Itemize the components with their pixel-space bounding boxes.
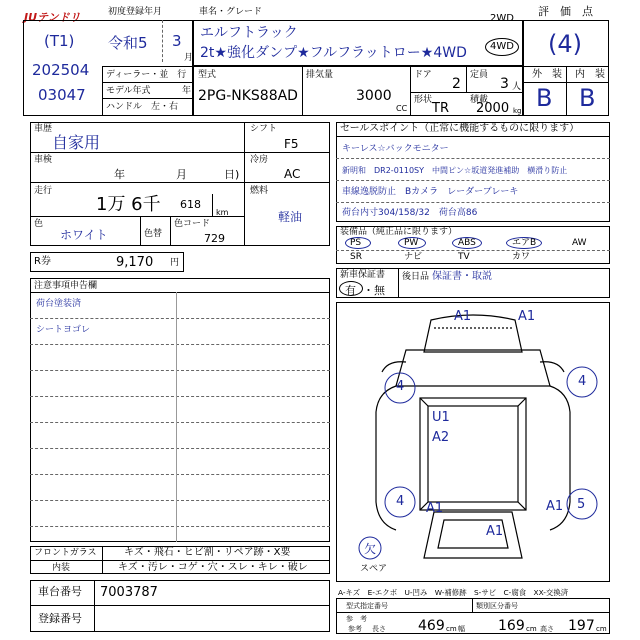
model-year-unit: 年 xyxy=(182,86,192,96)
divider xyxy=(466,66,467,92)
color-value: ホワイト xyxy=(60,228,108,242)
divider xyxy=(102,82,193,83)
color-label: 色 xyxy=(34,219,44,229)
note-item: 荷台塗装済 xyxy=(36,299,82,309)
kg-unit: kg xyxy=(513,107,522,115)
divider xyxy=(102,66,103,116)
divider xyxy=(94,580,95,632)
sales-line: キーレス☆バックモニター xyxy=(342,144,449,154)
equip-aw: AW xyxy=(572,238,587,248)
inspect-year: 年 xyxy=(114,168,125,181)
door-value: 2 xyxy=(452,76,461,92)
reg-month: 3 xyxy=(172,32,182,50)
eval-label: 評 価 点 xyxy=(538,5,593,18)
inspect-day: 日) xyxy=(224,168,240,181)
logo xyxy=(24,6,96,24)
drive-4wd: 4WD xyxy=(490,41,514,52)
km-unit: km xyxy=(216,208,229,217)
warranty-label: 新車保証書 xyxy=(340,270,386,280)
door-label: ドア xyxy=(414,70,432,80)
int-value: B xyxy=(579,84,596,112)
r-value: 9,170 xyxy=(116,255,154,270)
length-label: 長さ xyxy=(372,625,386,633)
divider xyxy=(102,98,193,99)
reg-year: 令和5 xyxy=(108,34,148,52)
ref-label: 参 考 xyxy=(346,615,367,623)
fuel-value: 軽油 xyxy=(278,210,303,224)
height-value: 197 xyxy=(568,618,595,634)
color-code-label: 色コード xyxy=(174,219,211,229)
divider xyxy=(398,268,399,298)
reg-label: 初度登録年月 xyxy=(108,7,163,17)
car-name-label: 車名・グレード xyxy=(199,7,263,17)
damage-mark: A2 xyxy=(432,430,450,445)
divider xyxy=(244,152,330,153)
damage-mark: A1 xyxy=(518,309,536,324)
capacity-label: 定員 xyxy=(470,70,489,80)
divider xyxy=(140,216,141,246)
sales-line: 車線逸脱防止 Bカメラ レーダーブレーキ xyxy=(342,187,519,197)
spare-mark: 欠 xyxy=(364,542,377,556)
equip-sr: SR xyxy=(350,252,362,262)
interior-value: キズ・汚レ・コゲ・穴・スレ・キレ・破レ xyxy=(118,562,308,573)
damage-mark: A1 xyxy=(486,524,504,539)
logo-text: JUテンドリ xyxy=(24,11,81,24)
mileage-label: 走行 xyxy=(34,186,53,196)
truck-diagram xyxy=(336,302,610,582)
length-value: 469 xyxy=(418,618,445,634)
sales-title: セールスポイント（正常に機能するものに限ります） xyxy=(340,123,580,134)
class-label: 車歴 xyxy=(34,124,53,134)
color-change-label: 色替 xyxy=(144,229,163,239)
note-item: シートヨゴレ xyxy=(36,325,91,335)
notes-title: 注意事項申告欄 xyxy=(34,281,98,291)
divider xyxy=(244,182,330,183)
sales-line: 荷台内寸304/158/32 荷台高86 xyxy=(342,208,478,218)
width-value: 169 xyxy=(498,618,525,634)
reg-era: (T1) xyxy=(44,32,75,50)
divider xyxy=(102,66,193,67)
ext-label: 外 装 xyxy=(532,69,562,80)
legend: A-キズ E-エクボ U-凹み W-補修跡 S-サビ C-腐食 XX-交換済 xyxy=(338,588,569,597)
mileage-value: 1万 6千 xyxy=(96,194,161,215)
divider xyxy=(336,612,610,613)
divider xyxy=(102,546,103,574)
divider xyxy=(30,216,244,217)
divider xyxy=(566,66,567,116)
warranty-value-no: ・無 xyxy=(363,284,385,297)
width-label: 幅 xyxy=(458,625,465,633)
lot-number: 202504 xyxy=(32,61,90,79)
disp-label: 排気量 xyxy=(306,70,334,80)
spare-label: スペア xyxy=(360,564,388,574)
shift-value: F5 xyxy=(284,137,299,151)
equip-ps: PS xyxy=(350,238,362,248)
car-name-line1: エルフトラック xyxy=(200,25,298,41)
class-value: 自家用 xyxy=(52,133,101,152)
equip-pw: PW xyxy=(404,238,419,248)
month-unit: 月 xyxy=(184,53,194,63)
equip-airbag: エアB xyxy=(512,238,537,248)
divider xyxy=(30,605,330,606)
divider xyxy=(472,598,473,612)
shape-label: 形状 xyxy=(414,95,433,105)
capacity-value: 3 xyxy=(500,76,509,92)
warranty-value-yes: 有 xyxy=(345,284,356,297)
equip-abs: ABS xyxy=(458,238,476,248)
ext-value: B xyxy=(536,84,553,112)
damage-mark: 4 xyxy=(396,494,405,509)
dealer-label: ディーラー・並 行 xyxy=(106,70,187,80)
ac-value: AC xyxy=(284,167,301,181)
r-ticket-box xyxy=(30,252,184,272)
divider xyxy=(410,92,523,93)
front-glass-label: フロントガラス xyxy=(34,548,97,558)
int-label: 内 装 xyxy=(575,69,605,80)
inspect-month: 月 xyxy=(176,168,187,181)
damage-mark: A1 xyxy=(454,309,472,324)
damage-mark: U1 xyxy=(432,410,450,425)
width-unit: cm xyxy=(526,625,537,633)
shift-label: シフト xyxy=(250,124,278,134)
damage-mark: 4 xyxy=(396,379,405,394)
chassis-value: 7003787 xyxy=(100,585,158,600)
front-glass-value: キズ・飛石・ヒビ割・リペア跡・X要 xyxy=(124,547,291,558)
equip-leather: カワ xyxy=(512,252,531,262)
load-label: 積載 xyxy=(470,95,489,105)
r-label: R券 xyxy=(34,256,51,267)
load-value: 2000 xyxy=(476,101,510,116)
divider xyxy=(410,66,411,116)
chassis-label: 車台番号 xyxy=(38,585,82,598)
equip-title: 装備品（純正品に限ります） xyxy=(340,227,458,237)
divider xyxy=(244,122,245,246)
damage-mark: 5 xyxy=(577,497,586,512)
reg-no-label: 登録番号 xyxy=(38,612,82,625)
disp-value: 3000 xyxy=(356,88,392,104)
damage-mark: A1 xyxy=(546,499,564,514)
type-label: 型式 xyxy=(198,70,217,80)
length-unit: cm xyxy=(446,625,457,633)
drive-2wd: 2WD xyxy=(490,13,514,24)
ref-label-2: 参考 xyxy=(348,625,362,633)
lot-number-2: 03047 xyxy=(38,86,86,104)
capacity-unit: 人 xyxy=(512,82,522,92)
inspect-label: 車検 xyxy=(34,155,53,165)
model-year-label: モデル年式 xyxy=(106,86,151,96)
divider xyxy=(170,216,171,246)
sales-line: 新明和 DR2-0110SY 中間ピン☆坂道発進補助 横滑り防止 xyxy=(342,166,568,175)
fuel-label: 燃料 xyxy=(250,186,269,196)
damage-mark: 4 xyxy=(578,374,587,389)
eval-value: (4) xyxy=(548,30,582,58)
divider xyxy=(302,66,303,116)
records-label: 後日品 xyxy=(402,272,430,282)
records-value: 保証書・取説 xyxy=(432,271,492,282)
shape-value: TR xyxy=(432,101,449,116)
damage-mark: A1 xyxy=(426,501,444,516)
equip-tv: TV xyxy=(458,252,470,262)
height-unit: cm xyxy=(596,625,607,633)
color-code-value: 729 xyxy=(204,232,225,245)
month-divider xyxy=(162,20,163,62)
mileage-sub: 618 xyxy=(180,198,201,211)
ac-label: 冷房 xyxy=(250,155,269,165)
interior-label: 内装 xyxy=(52,563,71,573)
divider xyxy=(212,194,213,216)
divider xyxy=(30,560,330,561)
divider xyxy=(30,182,244,183)
height-label: 高さ xyxy=(540,625,554,633)
divider xyxy=(336,136,610,137)
cc-unit: CC xyxy=(396,104,408,113)
r-unit: 円 xyxy=(170,258,180,268)
handle-label: ハンドル 左・右 xyxy=(106,102,179,112)
car-name-line2: 2t★強化ダンプ★フルフラットロー★4WD xyxy=(200,45,467,61)
cat-no-label: 類別区分番号 xyxy=(476,602,518,610)
equip-navi: ナビ xyxy=(404,252,423,262)
type-value: 2PG-NKS88AD xyxy=(198,88,298,104)
spec-no-label: 型式指定番号 xyxy=(346,602,388,610)
